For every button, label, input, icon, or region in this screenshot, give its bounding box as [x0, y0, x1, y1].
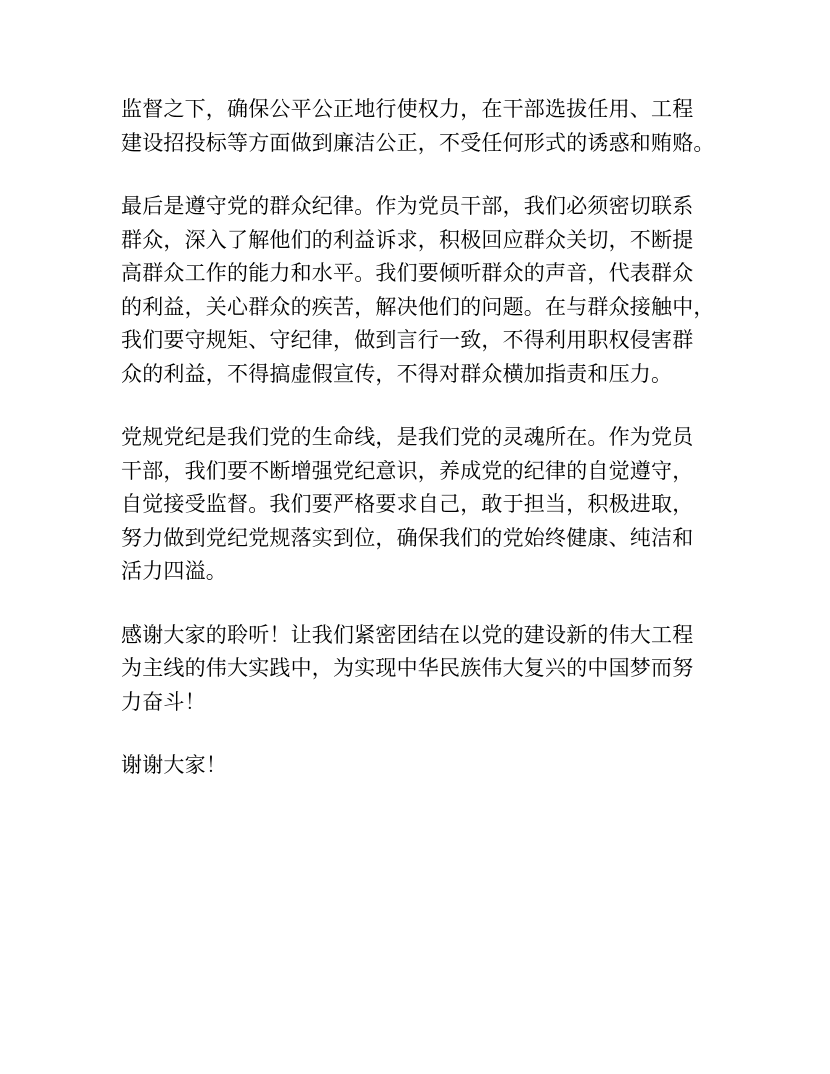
text-line: 高群众工作的能力和水平。我们要倾听群众的声音，代表群众 — [121, 261, 694, 285]
text-line: 活力四溢。 — [121, 559, 227, 583]
text-line: 感谢大家的聆听！让我们紧密团结在以党的建设新的伟大工程 — [121, 622, 694, 647]
text-line: 为主线的伟大实践中，为实现中华民族伟大复兴的中国梦而努 — [121, 656, 694, 680]
text-line: 监督之下，确保公平公正地行使权力，在干部选拔任用、工程 — [121, 97, 694, 121]
text-line: 谢谢大家！ — [121, 753, 227, 777]
paragraph-4 — [121, 619, 731, 720]
paragraph-2 — [121, 190, 731, 391]
text-line: 我们要守规矩、守纪律，做到言行一致，不得利用职权侵害群 — [121, 328, 694, 352]
text-line: 干部，我们要不断增强党纪意识，养成党的纪律的自觉遵守， — [121, 458, 694, 483]
text-line: 建设招投标等方面做到廉洁公正，不受任何形式的诱惑和贿赂。 — [121, 130, 715, 155]
paragraph-5 — [121, 749, 731, 783]
text-line: 众的利益，不得搞虚假宣传，不得对群众横加指责和压力。 — [121, 361, 673, 386]
document-body — [121, 93, 731, 813]
text-line: 最后是遵守党的群众纪律。作为党员干部，我们必须密切联系 — [121, 194, 694, 218]
text-line: 自觉接受监督。我们要严格要求自己，敢于担当，积极进取， — [121, 492, 694, 516]
text-line: 党规党纪是我们党的生命线，是我们党的灵魂所在。作为党员 — [121, 425, 694, 449]
text-line: 的利益，关心群众的疾苦，解决他们的问题。在与群众接触中， — [121, 294, 715, 319]
text-line: 群众，深入了解他们的利益诉求，积极回应群众关切，不断提 — [121, 227, 694, 252]
text-line: 努力做到党纪党规落实到位，确保我们的党始终健康、纯洁和 — [121, 525, 694, 550]
paragraph-1 — [121, 93, 731, 160]
text-line: 力奋斗！ — [121, 689, 206, 714]
paragraph-3 — [121, 421, 731, 589]
